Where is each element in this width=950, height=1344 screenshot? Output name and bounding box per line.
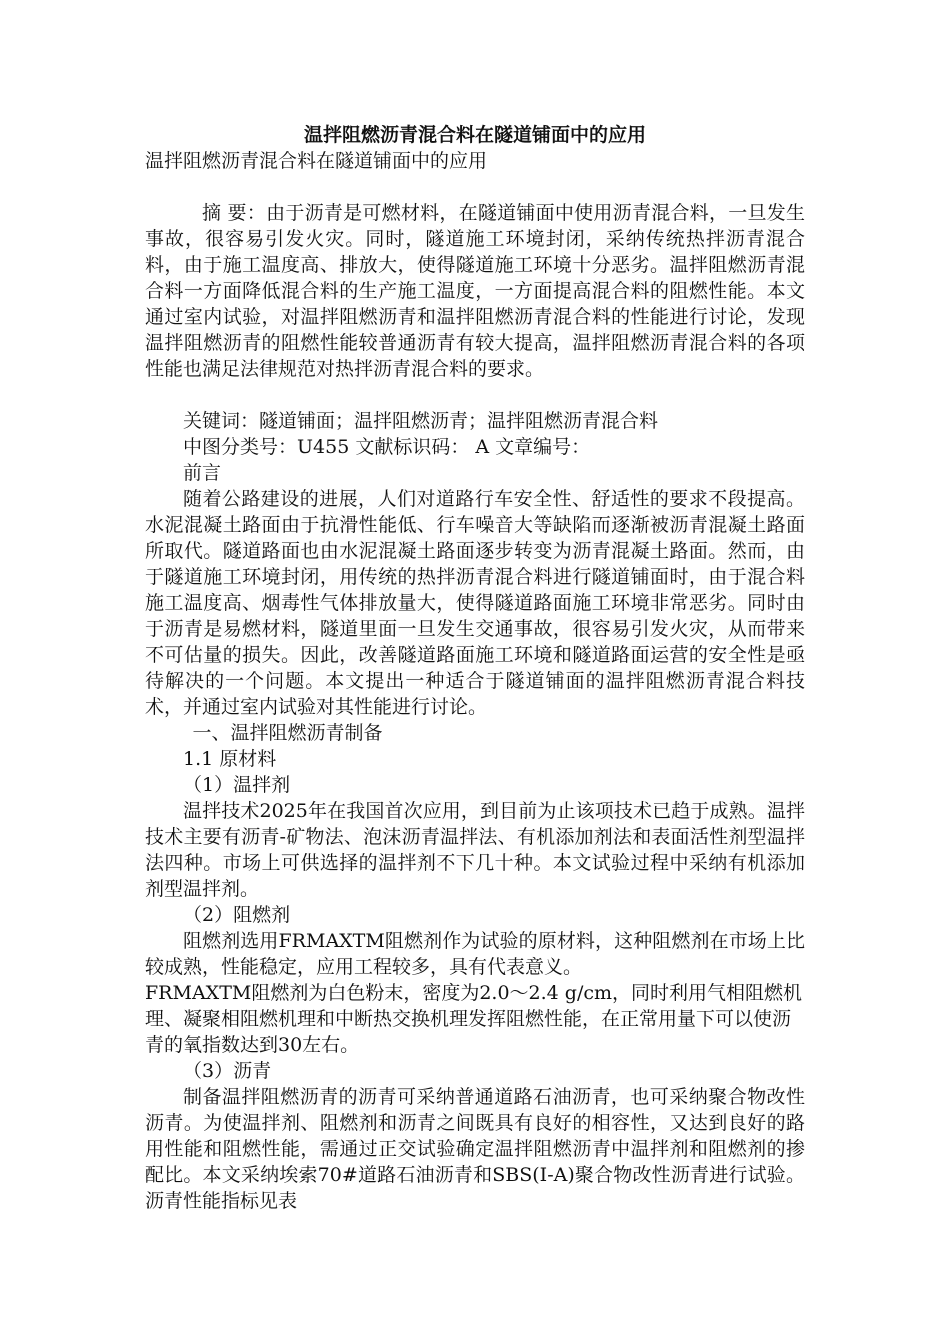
section-heading: 一、温拌阻燃沥青制备 xyxy=(192,722,383,744)
abstract-paragraph: 摘 要：由于沥青是可燃材料，在隧道铺面中使用沥青混合料，一旦发生事故，很容易引发火灾。同时，隧道施工环境封闭，采纳传统热拌沥青混合料，由于施工温度高、排放大，使得隧道施工环境十分恶劣。温拌阻燃沥青混合料一方面降低混合料的生产施工温度，一方面提高混合料的阻燃性能。本文通过室内试验，对温拌阻燃沥青和温拌阻燃沥青混合料的性能进行讨论，发现温拌阻燃沥青的阻燃性能较普通沥青有较大提高，温拌阻燃沥青混合料的各项性能也满足法律规范对热拌沥青混合料的要求。 xyxy=(145,202,805,380)
item-heading: （1）温拌剂 xyxy=(183,774,291,796)
item-paragraph: FRMAXTM阻燃剂为白色粉末，密度为2.0～2.4 g/cm，同时利用气相阻燃机理、凝聚相阻燃机理和中断热交换机理发挥阻燃性能，在正常用量下可以使沥青的氧指数达到30左右。 xyxy=(145,982,803,1056)
item-paragraph: 温拌技术2025年在我国首次应用，到目前为止该项技术已趋于成熟。温拌技术主要有沥青-矿物法、泡沫沥青温拌法、有机添加剂法和表面活性剂型温拌法四种。市场上可供选择的温拌剂不下几十种。本文试验过程中采纳有机添加剂型温拌剂。 xyxy=(145,800,805,900)
document-body xyxy=(145,122,805,1214)
subsection-heading: 1.1 原材料 xyxy=(183,748,277,770)
keywords-line: 关键词：隧道铺面；温拌阻燃沥青；温拌阻燃沥青混合料 xyxy=(183,410,659,432)
item-paragraph: 制备温拌阻燃沥青的沥青可采纳普通道路石油沥青，也可采纳聚合物改性沥青。为使温拌剂、阻燃剂和沥青之间既具有良好的相容性，又达到良好的路用性能和阻燃性能，需通过正交试验确定温拌阻燃沥青中温拌剂和阻燃剂的掺配比。本文采纳埃索70#道路石油沥青和SBS(I-A)聚合物改性沥青进行试验。沥青性能指标见表 xyxy=(145,1086,805,1212)
document-subtitle: 温拌阻燃沥青混合料在隧道铺面中的应用 xyxy=(145,150,488,172)
item-heading: （2）阻燃剂 xyxy=(183,904,291,926)
classification-line: 中图分类号：U455 文献标识码： A 文章编号： xyxy=(183,436,591,458)
blank-line xyxy=(145,382,805,408)
document-title: 温拌阻燃沥青混合料在隧道铺面中的应用 xyxy=(303,124,646,146)
preface-heading: 前言 xyxy=(183,462,222,484)
preface-paragraph: 随着公路建设的进展，人们对道路行车安全性、舒适性的要求不段提高。水泥混凝土路面由于抗滑性能低、行车噪音大等缺陷而逐渐被沥青混凝土路面所取代。隧道路面也由水泥混凝土路面逐步转变为沥青混凝土路面。然而，由于隧道施工环境封闭，用传统的热拌沥青混合料进行隧道铺面时，由于混合料施工温度高、烟毒性气体排放量大，使得隧道路面施工环境非常恶劣。同时由于沥青是易燃材料，隧道里面一旦发生交通事故，很容易引发火灾，从而带来不可估量的损失。因此，改善隧道路面施工环境和隧道路面运营的安全性是亟待解决的一个问题。本文提出一种适合于隧道铺面的温拌阻燃沥青混合料技术，并通过室内试验对其性能进行讨论。 xyxy=(145,488,805,718)
blank-line xyxy=(145,174,805,200)
item-paragraph: 阻燃剂选用FRMAXTM阻燃剂作为试验的原材料，这种阻燃剂在市场上比较成熟，性能稳定，应用工程较多，具有代表意义。 xyxy=(145,930,805,978)
item-heading: （3）沥青 xyxy=(183,1060,272,1082)
